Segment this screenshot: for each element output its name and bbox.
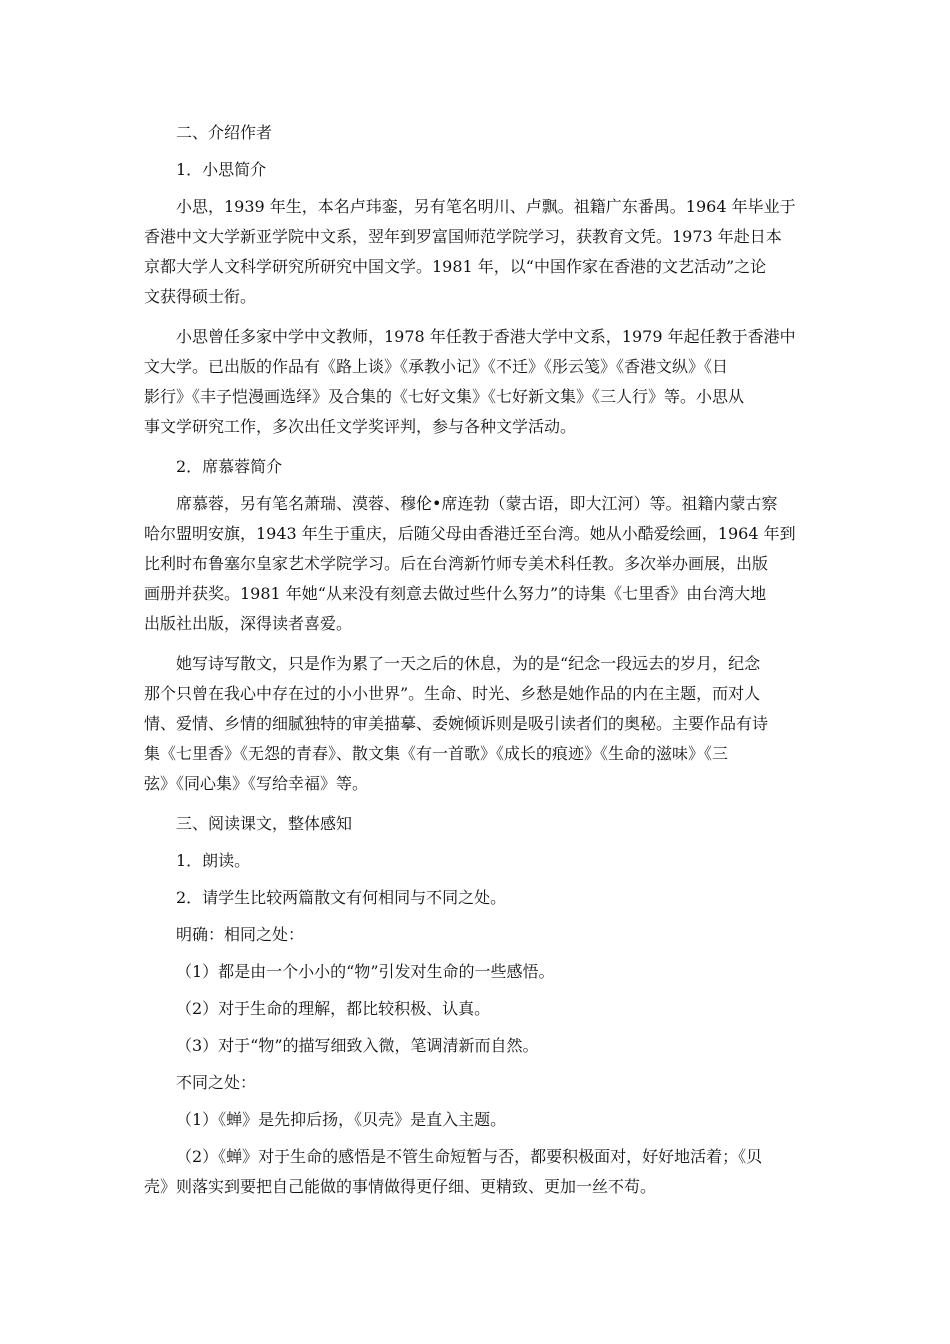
text-line: 不同之处： bbox=[176, 1073, 257, 1092]
label-similarities bbox=[144, 920, 808, 950]
similarity-item-2 bbox=[144, 994, 808, 1024]
similarity-item-1 bbox=[144, 957, 808, 987]
text-line: 1．小思简介 bbox=[176, 160, 267, 179]
text-line: （2）《蝉》对于生命的感悟是不管生命短暂与否，都要积极面对，好好地活着；《贝 bbox=[176, 1147, 763, 1166]
text-line: （2）对于生命的理解，都比较积极、认真。 bbox=[176, 999, 491, 1018]
text-line: 集《七里香》《无怨的青春》、散文集《有一首歌》《成长的痕迹》《生命的滋味》《三 bbox=[144, 744, 729, 763]
similarity-item-3 bbox=[144, 1031, 808, 1061]
text-line: 哈尔盟明安旗，1943 年生于重庆，后随父母由香港迁至台湾。她从小酷爱绘画，1964 年到 bbox=[144, 524, 796, 543]
difference-item-2 bbox=[144, 1142, 808, 1202]
text-line: 2．请学生比较两篇散文有何相同与不同之处。 bbox=[176, 888, 507, 907]
text-line: 出版社出版，深得读者喜爱。 bbox=[144, 614, 353, 633]
text-line: 京都大学人文科学研究所研究中国文学。1981 年，以“中国作家在香港的文艺活动”之论 bbox=[144, 257, 767, 276]
text-line: 弦》《同心集》《写给幸福》等。 bbox=[144, 774, 369, 793]
text-line: 情、爱情、乡情的细腻独特的审美描摹、委婉倾诉则是吸引读者们的奥秘。主要作品有诗 bbox=[144, 714, 769, 733]
text-line: 画册并获奖。1981 年她“从来没有刻意去做过些什么努力”的诗集《七里香》由台湾大地 bbox=[144, 584, 767, 603]
text-line: 事文学研究工作，多次出任文学奖评判，参与各种文学活动。 bbox=[144, 417, 577, 436]
section-heading-introduce-authors bbox=[144, 118, 808, 148]
subheading-ximurong-intro bbox=[144, 452, 808, 482]
label-differences bbox=[144, 1068, 808, 1098]
section-heading-reading bbox=[144, 809, 808, 839]
paragraph-ximurong-bio bbox=[144, 489, 808, 639]
text-line: 2．席慕蓉简介 bbox=[176, 457, 283, 476]
difference-item-1 bbox=[144, 1105, 808, 1135]
text-line: 小思曾任多家中学中文教师，1978 年任教于香港大学中文系，1979 年起任教于香港中 bbox=[176, 327, 796, 346]
text-line: 壳》则落实到要把自己能做的事情做得更仔细、更精致、更加一丝不苟。 bbox=[144, 1177, 657, 1196]
paragraph-ximurong-works bbox=[144, 649, 808, 799]
text-line: 文大学。已出版的作品有《路上谈》《承教小记》《不迁》《彤云笺》《香港文纵》《日 bbox=[144, 357, 729, 376]
text-line: 她写诗写散文，只是作为累了一天之后的休息，为的是“纪念一段远去的岁月，纪念 bbox=[176, 654, 761, 673]
text-line: 影行》《丰子恺漫画选绎》及合集的《七好文集》《七好新文集》《三人行》等。小思从 bbox=[144, 387, 745, 406]
text-line: 文获得硕士衔。 bbox=[144, 287, 257, 306]
step-read-aloud bbox=[144, 846, 808, 876]
step-compare-essays bbox=[144, 883, 808, 913]
text-line: 三、阅读课文，整体感知 bbox=[176, 814, 353, 833]
text-line: 香港中文大学新亚学院中文系，翌年到罗富国师范学院学习，获教育文凭。1973 年赴日本 bbox=[144, 227, 782, 246]
text-line: （3）对于“物”的描写细致入微，笔调清新而自然。 bbox=[176, 1036, 539, 1055]
document-body bbox=[144, 118, 808, 1202]
paragraph-xiaosi-works bbox=[144, 322, 808, 442]
text-line: 比利时布鲁塞尔皇家艺术学院学习。后在台湾新竹师专美术科任教。多次举办画展，出版 bbox=[144, 554, 769, 573]
subheading-xiaosi-intro bbox=[144, 155, 808, 185]
text-line: 那个只曾在我心中存在过的小小世界”。生命、时光、乡愁是她作品的内在主题，而对人 bbox=[144, 684, 761, 703]
text-line: 1．朗读。 bbox=[176, 851, 251, 870]
text-line: 二、介绍作者 bbox=[176, 123, 273, 142]
text-line: 明确：相同之处： bbox=[176, 925, 305, 944]
text-line: 席慕蓉，另有笔名萧瑞、漠蓉、穆伦•席连勃（蒙古语，即大江河）等。祖籍内蒙古察 bbox=[176, 494, 778, 513]
paragraph-xiaosi-bio bbox=[144, 192, 808, 312]
text-line: （1）都是由一个小小的“物”引发对生命的一些感悟。 bbox=[176, 962, 555, 981]
text-line: 小思，1939 年生，本名卢玮銮，另有笔名明川、卢飘。祖籍广东番禺。1964 年毕业于 bbox=[176, 197, 796, 216]
text-line: （1）《蝉》是先抑后扬，《贝壳》是直入主题。 bbox=[176, 1110, 507, 1129]
